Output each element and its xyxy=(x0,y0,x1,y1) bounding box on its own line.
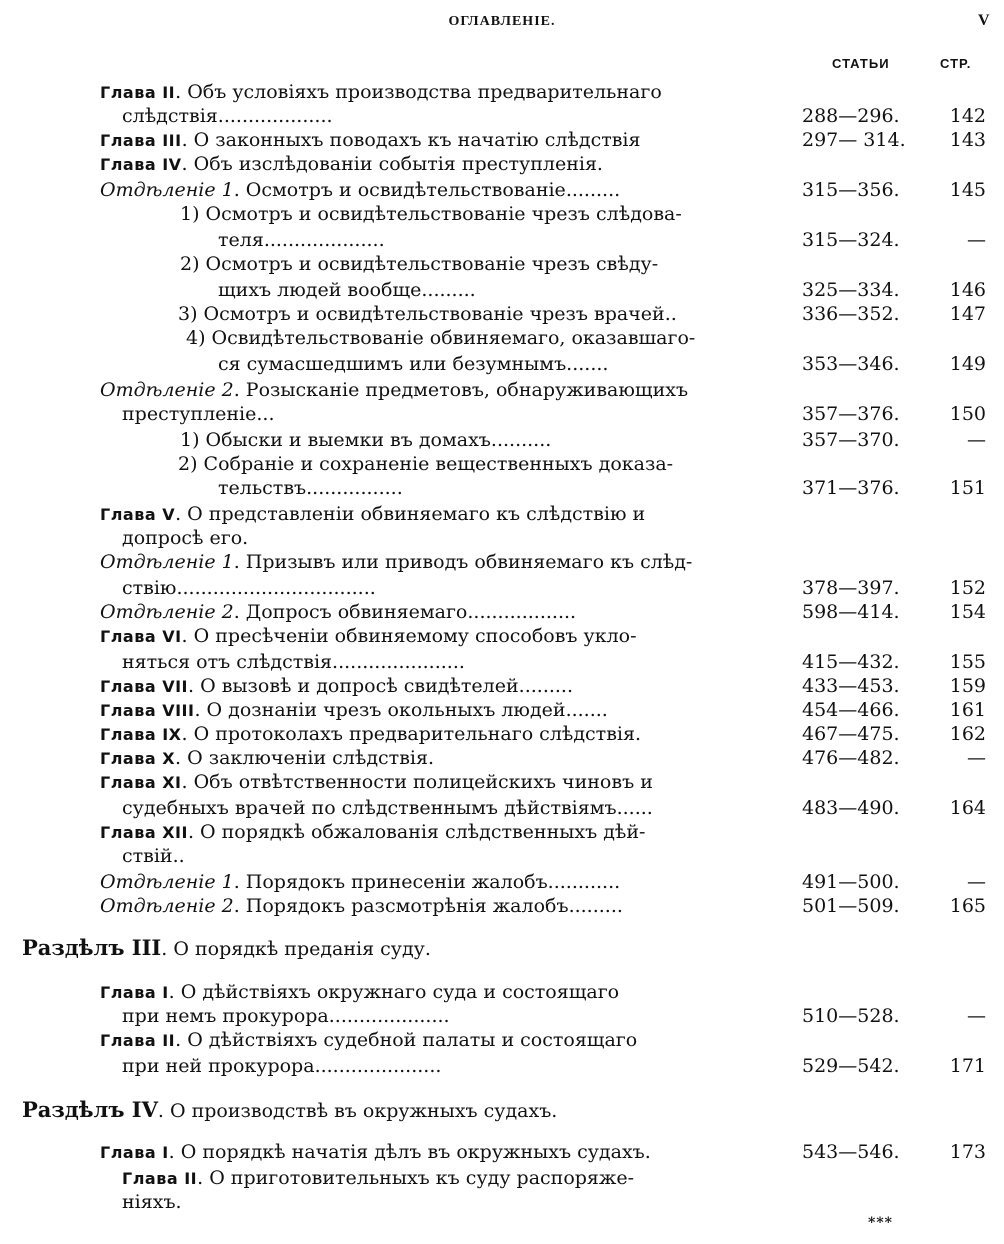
entry-title: . О протоколахъ предварительнаго слѣдствiя. xyxy=(181,723,641,745)
entry-title: при ней прокурора xyxy=(122,1055,315,1077)
dot-leader: ................... xyxy=(217,105,333,127)
toc-entry xyxy=(100,746,774,770)
entry-page: 171 xyxy=(949,1055,986,1077)
entry-title: . О производствѣ въ окружныхъ судахъ. xyxy=(157,1100,558,1122)
entry-title: 1) Обыски и выемки въ домахъ xyxy=(180,429,491,451)
chapter-label: Глава I xyxy=(100,1143,169,1162)
entry-page: 173 xyxy=(949,1141,986,1163)
toc-entry xyxy=(22,1098,782,1122)
dot-leader: ......... xyxy=(565,179,621,201)
subdivision-label: Отдѣленiе 1 xyxy=(100,871,234,893)
entry-title: . О вызовѣ и допросѣ свидѣтелей xyxy=(188,675,519,697)
section-label: Раздѣлъ IV xyxy=(22,1098,158,1122)
entry-title: 3) Осмотръ и освидѣтельствованiе чрезъ врачей xyxy=(178,303,665,325)
toc-entry xyxy=(100,1140,774,1164)
toc-entry xyxy=(122,1190,774,1214)
entry-articles: 598—414. xyxy=(802,601,900,623)
entry-articles: 454—466. xyxy=(802,699,900,721)
toc-entry xyxy=(100,722,774,746)
toc-entry xyxy=(180,428,774,452)
entry-title: . О дѣйствiяхъ судебной палаты и состоящаго xyxy=(175,1029,638,1051)
entry-title: преступленiе xyxy=(122,403,257,425)
dot-leader: ................................. xyxy=(176,577,376,599)
entry-articles: 288—296. xyxy=(802,105,900,127)
entry-title: . О порядкѣ преданiя суду. xyxy=(161,938,431,960)
entry-articles: 483—490. xyxy=(802,797,900,819)
entry-articles: 433—453. xyxy=(802,675,900,697)
entry-title: допросѣ его. xyxy=(122,527,249,549)
entry-page: 162 xyxy=(949,723,986,745)
entry-title: . Объ изслѣдованiи событiя преступленiя. xyxy=(181,153,603,175)
entry-title: теля xyxy=(218,229,264,251)
toc-entry xyxy=(122,104,774,128)
entry-title: . Порядокъ принесенiи жалобъ xyxy=(233,871,548,893)
toc-entry xyxy=(122,796,774,820)
entry-title: . Призывъ или приводъ обвиняемаго къ слѣд- xyxy=(233,551,693,573)
toc-entry xyxy=(122,650,774,674)
toc-entry xyxy=(100,600,774,624)
chapter-label: Глава VIII xyxy=(100,701,195,720)
dot-leader: .................... xyxy=(328,1005,450,1027)
dot-leader: ............ xyxy=(547,871,621,893)
dot-leader: ................ xyxy=(306,477,403,499)
toc-entry xyxy=(100,980,774,1004)
toc-entry xyxy=(180,202,774,226)
entry-page: 150 xyxy=(949,403,986,425)
entry-page: 152 xyxy=(949,577,986,599)
chapter-label: Глава III xyxy=(100,131,182,150)
toc-entry xyxy=(122,402,774,426)
chapter-label: Глава II xyxy=(100,83,176,102)
toc-entry xyxy=(100,870,774,894)
page-number: V xyxy=(978,12,990,29)
entry-title: . Объ условiяхъ производства предварительнаго xyxy=(175,81,662,103)
entry-page: 145 xyxy=(949,179,986,201)
entry-title: нiяхъ. xyxy=(122,1191,182,1213)
toc-entry xyxy=(218,476,774,500)
entry-page: — xyxy=(967,871,986,893)
toc-entry xyxy=(100,152,774,176)
toc-entry xyxy=(100,550,774,574)
entry-articles: 501—509. xyxy=(802,895,900,917)
toc-entry xyxy=(100,894,774,918)
dot-leader: ....... xyxy=(565,699,608,721)
dot-leader: ......... xyxy=(421,279,476,301)
column-header-pages: СТР. xyxy=(940,56,972,71)
entry-title: . О порядкѣ начатiя дѣлъ въ окружныхъ судахъ. xyxy=(168,1141,651,1163)
entry-title: 1) Осмотръ и освидѣтельствованiе чрезъ слѣдова- xyxy=(180,203,682,225)
chapter-label: Глава IX xyxy=(100,725,182,744)
entry-title: . Допросъ обвиняемаго xyxy=(233,601,468,623)
chapter-label: Глава VI xyxy=(100,627,182,646)
toc-entry xyxy=(100,80,774,104)
dot-leader: ...................... xyxy=(332,651,465,673)
entry-title: ствiю xyxy=(122,577,177,599)
entry-articles: 315—324. xyxy=(802,229,900,251)
chapter-label: Глава XII xyxy=(100,823,188,842)
chapter-label: Глава IV xyxy=(100,155,182,174)
toc-entry xyxy=(100,1028,774,1052)
toc-entry xyxy=(100,674,774,698)
entry-title: тельствъ xyxy=(218,477,307,499)
subdivision-label: Отдѣленiе 1 xyxy=(100,179,234,201)
entry-title: . О представленiи обвиняемаго къ слѣдствiю и xyxy=(175,503,646,525)
entry-title: ствiй.. xyxy=(122,845,185,867)
entry-title: . О дѣйствiяхъ окружнаго суда и состоящаго xyxy=(168,981,620,1003)
entry-articles: 415—432. xyxy=(802,651,900,673)
entry-title: . О пресѣченiи обвиняемому способовъ укло- xyxy=(181,625,637,647)
entry-title: ся сумасшедшимъ или безумнымъ xyxy=(218,353,567,375)
toc-entry xyxy=(122,526,774,550)
entry-articles: 336—352. xyxy=(802,303,900,325)
entry-title: няться отъ слѣдствiя xyxy=(122,651,333,673)
entry-page: 143 xyxy=(949,129,986,151)
toc-entry xyxy=(122,1004,774,1028)
entry-title: 2) Осмотръ и освидѣтельствованiе чрезъ свѣду- xyxy=(180,253,659,275)
entry-page: 142 xyxy=(949,105,986,127)
toc-entry xyxy=(100,770,774,794)
dot-leader: .................. xyxy=(467,601,577,623)
entry-page: 159 xyxy=(949,675,986,697)
chapter-label: Глава V xyxy=(100,505,176,524)
entry-articles: 357—370. xyxy=(802,429,900,451)
entry-title: . Осмотръ и освидѣтельствованiе xyxy=(233,179,566,201)
toc-entry xyxy=(100,178,774,202)
entry-page: 149 xyxy=(949,353,986,375)
entry-articles: 378—397. xyxy=(802,577,900,599)
entry-page: 146 xyxy=(949,279,986,301)
entry-page: — xyxy=(967,429,986,451)
entry-page: 155 xyxy=(949,651,986,673)
entry-title: 2) Собранiе и сохраненiе вещественныхъ доказа- xyxy=(178,453,674,475)
toc-entry xyxy=(22,936,782,960)
toc-entry xyxy=(100,698,774,722)
toc-entry xyxy=(218,278,774,302)
toc-entry xyxy=(178,452,774,476)
entry-title: . О законныхъ поводахъ къ начатiю слѣдствiя xyxy=(181,129,641,151)
toc-entry xyxy=(122,844,774,868)
entry-articles: 357—376. xyxy=(802,403,900,425)
chapter-label: Глава I xyxy=(100,983,169,1002)
entry-articles: 510—528. xyxy=(802,1005,900,1027)
column-header-articles: СТАТЬИ xyxy=(832,56,890,71)
entry-title: при немъ прокурора xyxy=(122,1005,329,1027)
section-label: Раздѣлъ III xyxy=(22,936,162,960)
chapter-label: Глава II xyxy=(100,1031,176,1050)
entry-title: слѣдствiя xyxy=(122,105,218,127)
entry-articles: 476—482. xyxy=(802,747,900,769)
entry-title: 4) Освидѣтельствованiе обвиняемаго, оказавшаго- xyxy=(186,327,696,349)
toc-entry xyxy=(100,128,774,152)
entry-page: — xyxy=(967,229,986,251)
dot-leader: .. xyxy=(664,303,677,325)
subdivision-label: Отдѣленiе 2 xyxy=(100,601,234,623)
entry-title: . Розысканiе предметовъ, обнаруживающихъ xyxy=(233,379,689,401)
entry-articles: 543—546. xyxy=(802,1141,900,1163)
entry-articles: 371—376. xyxy=(802,477,900,499)
entry-title: . Объ отвѣтственности полицейскихъ чиновъ и xyxy=(181,771,653,793)
toc-entry xyxy=(122,1166,774,1190)
dot-leader: ....... xyxy=(566,353,609,375)
dot-leader: ......... xyxy=(518,675,574,697)
dot-leader: .......... xyxy=(490,429,552,451)
toc-entry xyxy=(100,378,774,402)
end-ornament: *** xyxy=(868,1215,893,1231)
entry-title: . О приготовительныхъ къ суду распоряже- xyxy=(197,1167,635,1189)
entry-page: 165 xyxy=(949,895,986,917)
entry-articles: 491—500. xyxy=(802,871,900,893)
entry-title: . Порядокъ разсмотрѣнiя жалобъ xyxy=(233,895,569,917)
dot-leader: . xyxy=(427,747,434,769)
entry-page: 151 xyxy=(949,477,986,499)
toc-entry xyxy=(100,502,774,526)
dot-leader: ...... xyxy=(616,797,653,819)
dot-leader: ..................... xyxy=(314,1055,442,1077)
entry-page: 154 xyxy=(949,601,986,623)
toc-entry xyxy=(122,1054,774,1078)
entry-articles: 315—356. xyxy=(802,179,900,201)
entry-page: 164 xyxy=(949,797,986,819)
toc-entry xyxy=(178,302,774,326)
entry-title: судебныхъ врачей по слѣдственнымъ дѣйствiямъ xyxy=(122,797,617,819)
entry-articles: 325—334. xyxy=(802,279,900,301)
running-head-title: ОГЛАВЛЕНIЕ. xyxy=(448,14,556,29)
subdivision-label: Отдѣленiе 2 xyxy=(100,895,234,917)
entry-title: . О дознанiи чрезъ окольныхъ людей xyxy=(194,699,566,721)
entry-articles: 353—346. xyxy=(802,353,900,375)
dot-leader: ......... xyxy=(568,895,623,917)
toc-entry xyxy=(186,326,774,350)
entry-page: — xyxy=(967,747,986,769)
toc-entry xyxy=(122,576,774,600)
toc-entry xyxy=(218,228,774,252)
chapter-label: Глава VII xyxy=(100,677,188,696)
toc-entry xyxy=(180,252,774,276)
chapter-label: Глава XI xyxy=(100,773,182,792)
subdivision-label: Отдѣленiе 2 xyxy=(100,379,234,401)
toc-entry xyxy=(100,624,774,648)
entry-articles: 467—475. xyxy=(802,723,900,745)
entry-articles: 529—542. xyxy=(802,1055,900,1077)
entry-page: — xyxy=(967,1005,986,1027)
entry-title: щихъ людей вообще xyxy=(218,279,422,301)
toc-entry xyxy=(218,352,774,376)
dot-leader: .................... xyxy=(263,229,385,251)
entry-page: 161 xyxy=(949,699,986,721)
subdivision-label: Отдѣленiе 1 xyxy=(100,551,234,573)
entry-articles: 297— 314. xyxy=(802,129,906,151)
chapter-label: Глава X xyxy=(100,749,176,768)
toc-entry xyxy=(100,820,774,844)
entry-page: 147 xyxy=(949,303,986,325)
dot-leader: ... xyxy=(256,403,275,425)
entry-title: . О заключенiи слѣдствiя xyxy=(175,747,428,769)
entry-title: . О порядкѣ обжалованiя слѣдственныхъ дѣй- xyxy=(187,821,646,843)
chapter-label: Глава II xyxy=(122,1169,198,1188)
